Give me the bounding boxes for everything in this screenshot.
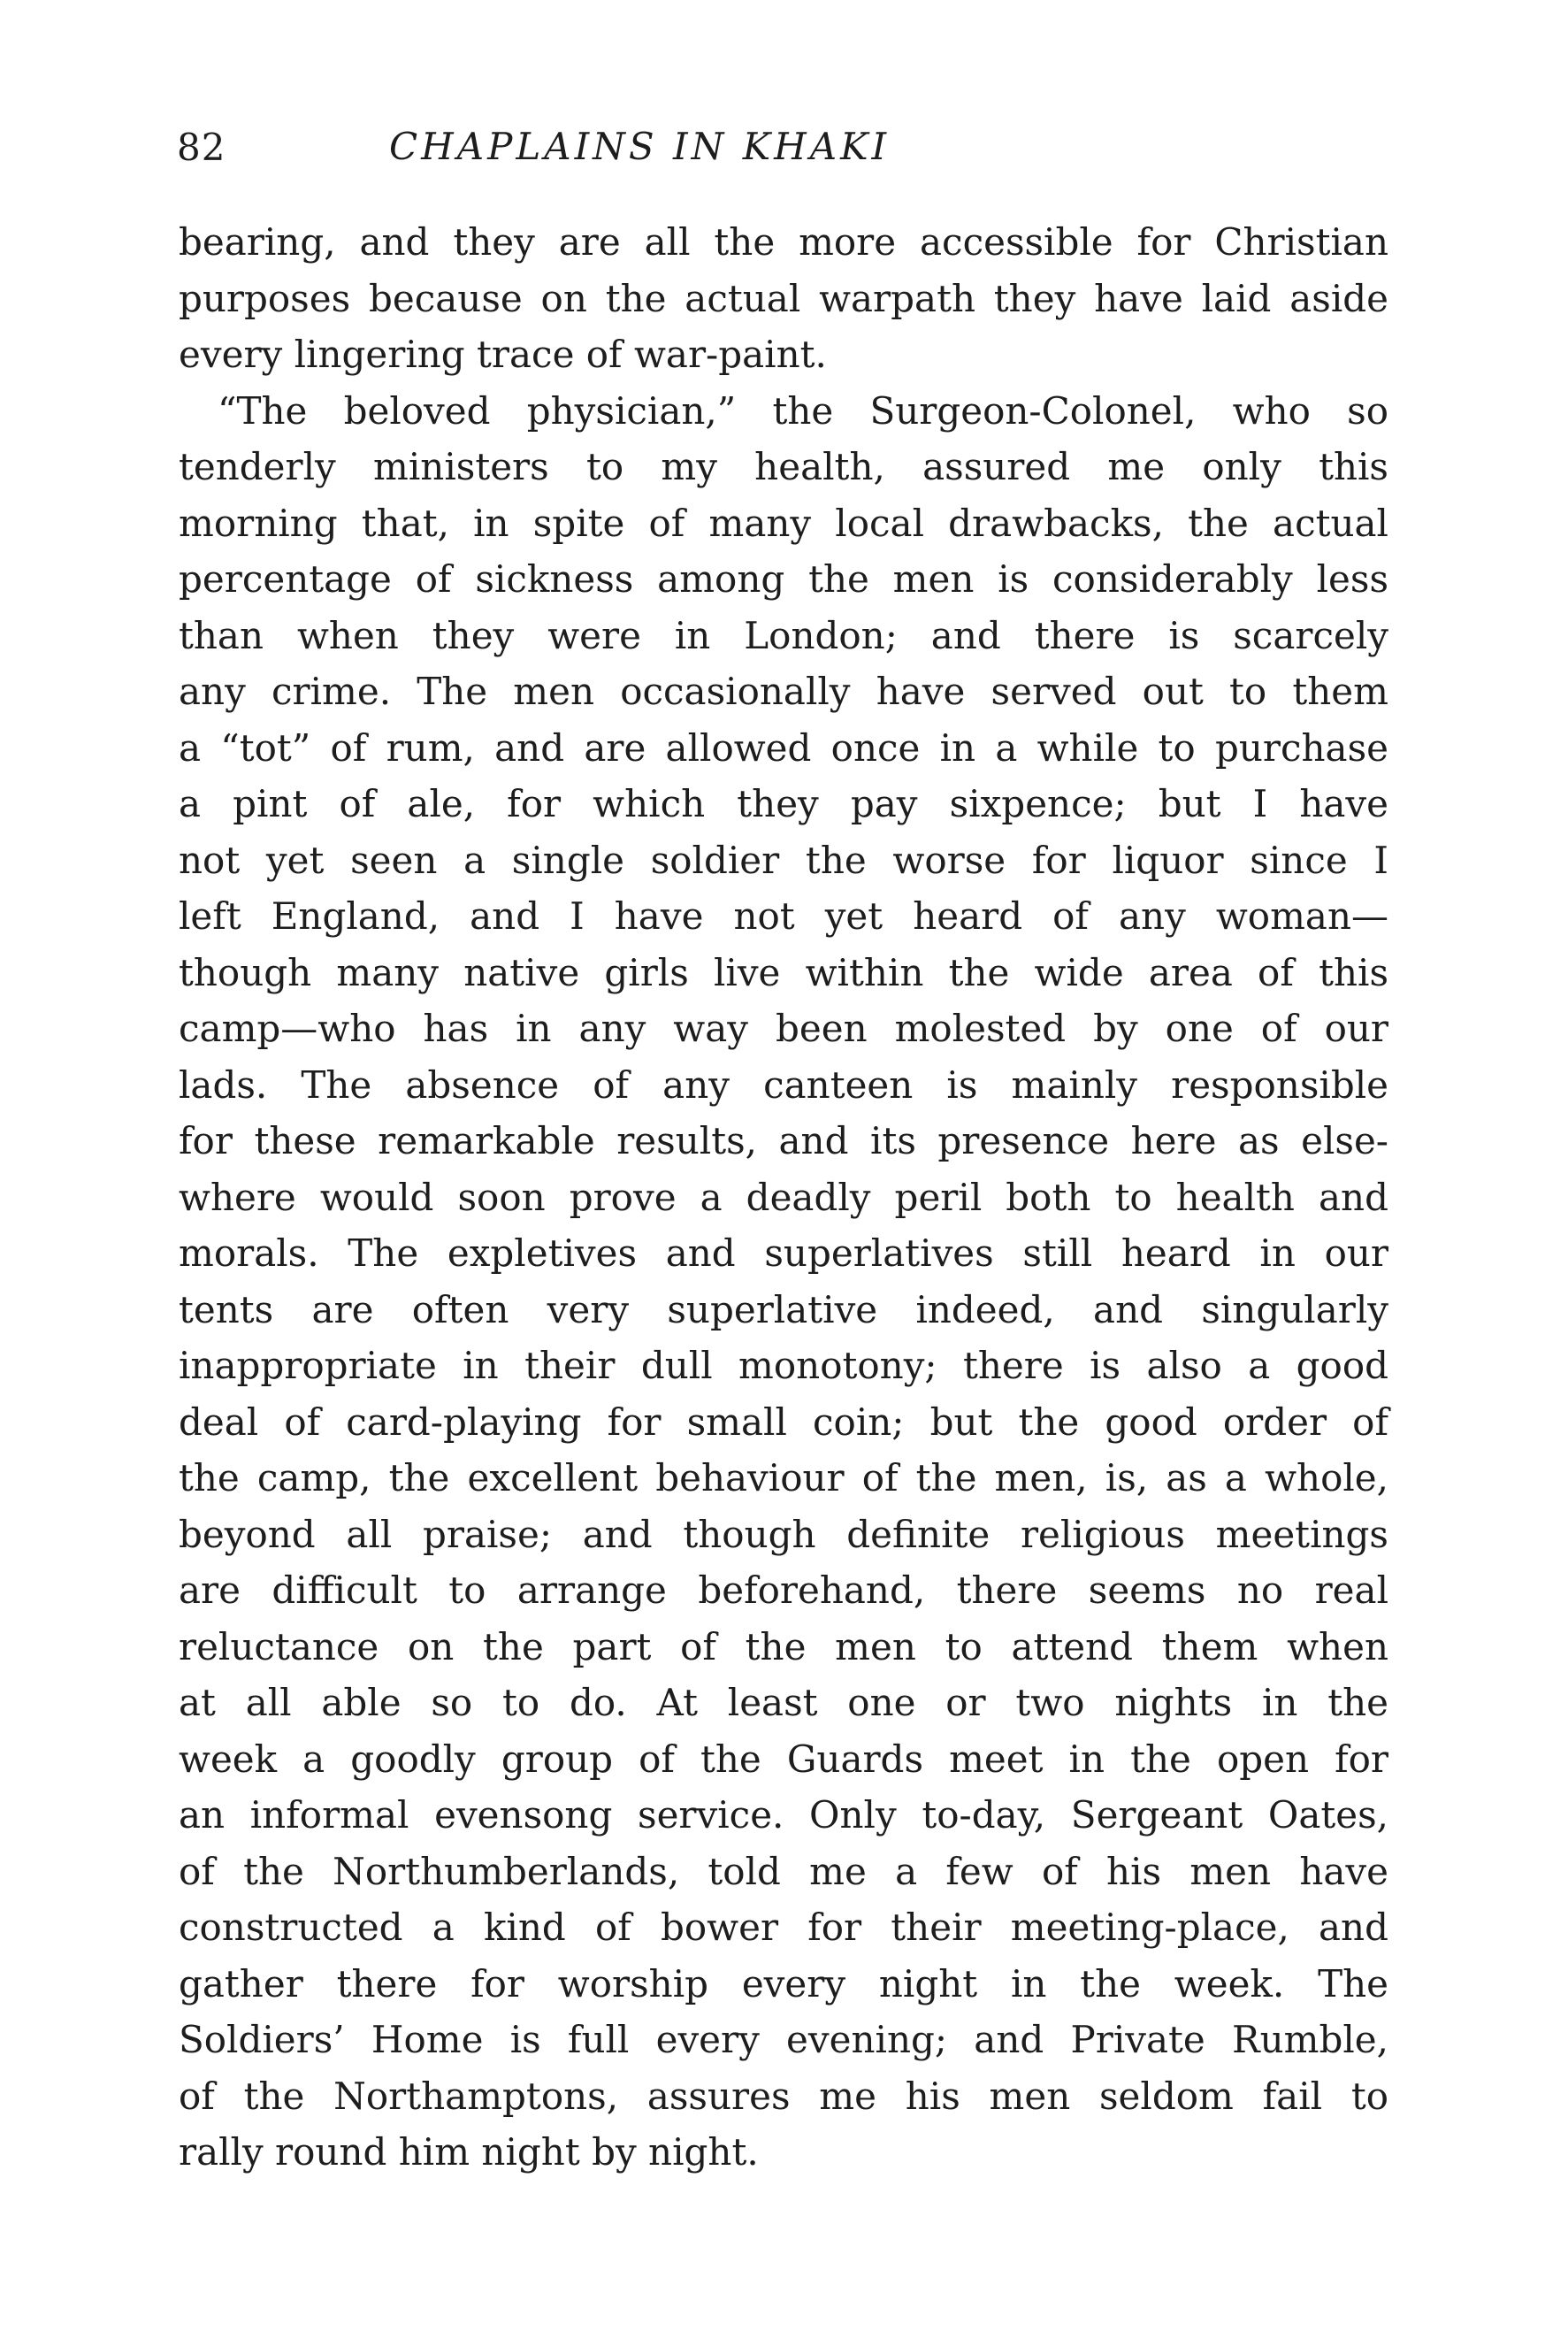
page-number: 82 [177, 126, 226, 169]
text-line: week a goodly group of the Guards meet in the open for [179, 1737, 1388, 1781]
text-line: where would soon prove a deadly peril both to health and [179, 1175, 1388, 1219]
text-line: tenderly ministers to my health, assured me only this [179, 445, 1388, 488]
text-line: “The beloved physician,” the Surgeon-Colonel, who so [218, 388, 1388, 433]
text-line: a “tot” of rum, and are allowed once in a while to purchase [179, 725, 1388, 770]
text-line: deal of card-playing for small coin; but the good order of [179, 1400, 1388, 1444]
text-line: rally round him night by night. [179, 2130, 759, 2174]
running-head-title: CHAPLAINS IN KHAKI [389, 125, 891, 168]
text-line: not yet seen a single soldier the worse for liquor since I [179, 838, 1388, 882]
text-line: tents are often very superlative indeed, and singularly [179, 1287, 1388, 1331]
text-line: Soldiers’ Home is full every evening; and Private Rumble, [179, 2018, 1388, 2061]
text-line: of the Northumberlands, told me a few of his men have [179, 1849, 1388, 1893]
text-line: though many native girls live within the wide area of this [179, 950, 1388, 994]
text-line: for these remarkable results, and its presence here as else- [179, 1119, 1388, 1162]
text-line: morals. The expletives and superlatives still heard in our [179, 1231, 1388, 1275]
text-line: morning that, in spite of many local drawbacks, the actual [179, 501, 1388, 545]
text-line: inappropriate in their dull monotony; there is also a good [179, 1344, 1388, 1387]
body-text [179, 214, 1388, 2181]
text-line: bearing, and they are all the more accessible for Christian [179, 220, 1388, 264]
text-line: a pint of ale, for which they pay sixpence; but I have [179, 782, 1388, 825]
text-line: than when they were in London; and there is scarcely [179, 613, 1388, 657]
text-line: constructed a kind of bower for their meeting-place, and [179, 1906, 1388, 1949]
text-line: left England, and I have not yet heard of any woman— [179, 894, 1388, 938]
text-line: gather there for worship every night in the week. The [179, 1961, 1388, 2005]
text-line: any crime. The men occasionally have served out to them [179, 670, 1388, 713]
text-line: beyond all praise; and though definite religious meetings [179, 1512, 1388, 1556]
text-line: an informal evensong service. Only to-day, Sergeant Oates, [179, 1793, 1388, 1837]
text-line: of the Northamptons, assures me his men seldom fail to [179, 2074, 1388, 2118]
text-line: lads. The absence of any canteen is mainly responsible [179, 1062, 1388, 1107]
text-line: are difficult to arrange beforehand, there seems no real [179, 1568, 1388, 1612]
text-line: the camp, the excellent behaviour of the men, is, as a whole, [179, 1456, 1388, 1499]
text-line: at all able so to do. At least one or two nights in the [179, 1681, 1388, 1724]
text-line: reluctance on the part of the men to attend them when [179, 1624, 1388, 1668]
text-line: percentage of sickness among the men is considerably less [179, 557, 1388, 601]
text-line: camp—who has in any way been molested by one of our [179, 1007, 1388, 1050]
text-line: purposes because on the actual warpath they have laid aside [179, 276, 1388, 320]
text-line: every lingering trace of war-paint. [179, 333, 827, 376]
